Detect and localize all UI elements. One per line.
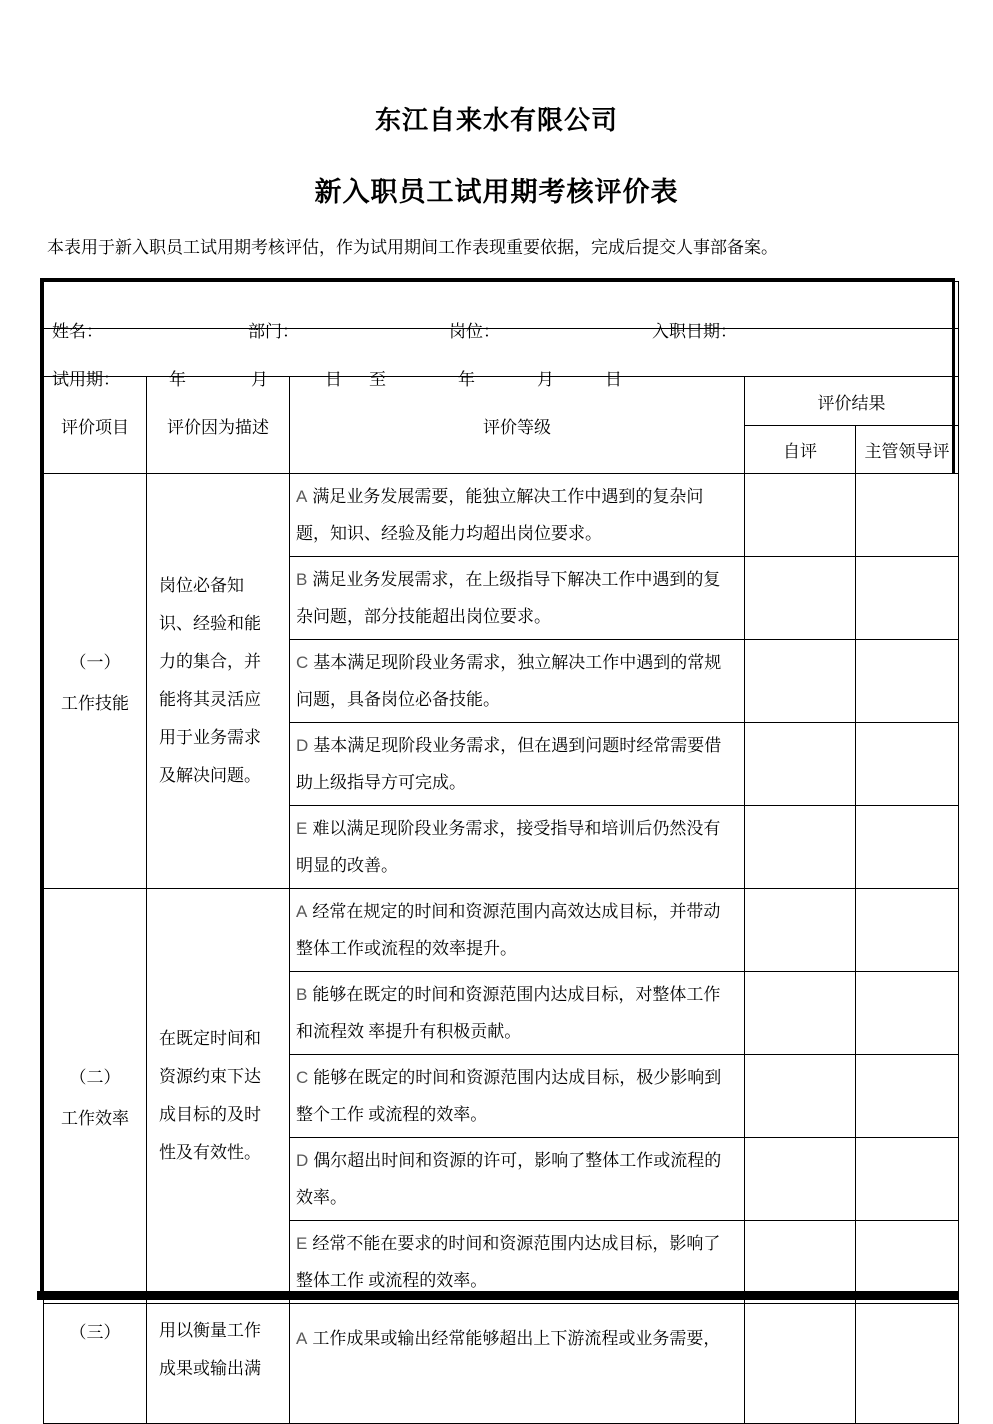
grade-text-cell	[290, 1138, 745, 1221]
grade-letter: A	[296, 902, 308, 921]
section2-number: （二）	[69, 1068, 121, 1087]
grade-letter: B	[296, 985, 308, 1004]
self-rating-cell[interactable]	[745, 889, 856, 972]
grade-text: 基本满足现阶段业务需求，独立解决工作中遇到的常规问题，具备岗位必备技能。	[296, 653, 722, 709]
grade-letter: C	[296, 653, 309, 672]
supervisor-rating-cell[interactable]	[856, 557, 959, 640]
self-rating-cell[interactable]	[745, 1055, 856, 1138]
section3-item	[44, 1304, 147, 1424]
header-grade: 评价等级	[290, 377, 745, 474]
company-title: 东江自来水有限公司	[374, 105, 618, 135]
self-rating-cell[interactable]	[745, 640, 856, 723]
self-rating-cell[interactable]	[745, 723, 856, 806]
grade-text-cell	[290, 889, 745, 972]
header-result: 评价结果	[745, 377, 959, 426]
grade-letter: C	[296, 1068, 309, 1087]
grade-text: 满足业务发展需求，在上级指导下解决工作中遇到的复杂问题，部分技能超出岗位要求。	[296, 570, 721, 626]
supervisor-rating-cell[interactable]	[856, 474, 959, 557]
section3-row-a	[44, 1304, 959, 1424]
grade-text: 难以满足现阶段业务需求，接受指导和培训后仍然没有明显的改善。	[296, 819, 721, 875]
evaluation-table	[40, 278, 955, 1378]
header-self: 自评	[745, 426, 856, 474]
grade-text-cell	[290, 557, 745, 640]
self-rating-cell[interactable]	[745, 1138, 856, 1221]
self-rating-cell[interactable]	[745, 1304, 856, 1424]
grade-text: 偶尔超出时间和资源的许可，影响了整体工作或流程的效率。	[296, 1151, 722, 1207]
grade-text: 经常在规定的时间和资源范围内高效达成目标，并带动整体工作或流程的效率提升。	[296, 902, 721, 958]
grade-text: 工作成果或输出经常能够超出上下游流程或业务需要，	[312, 1329, 721, 1348]
info-row	[44, 282, 959, 329]
dept-label: 部门：	[248, 322, 299, 341]
supervisor-rating-cell[interactable]	[856, 806, 959, 889]
intro-text: 本表用于新入职员工试用期考核评估，作为试用期间工作表现重要依据，完成后提交人事部备案。	[47, 238, 778, 257]
supervisor-rating-cell[interactable]	[856, 1055, 959, 1138]
grade-text: 能够在既定的时间和资源范围内达成目标，极少影响到整个工作 或流程的效率。	[296, 1068, 722, 1124]
header-factor: 评价因为描述	[147, 377, 290, 474]
probation-label: 试用期：	[52, 369, 120, 389]
hire-date-label: 入职日期：	[652, 322, 737, 341]
self-rating-cell[interactable]	[745, 474, 856, 557]
info-cell[interactable]	[44, 282, 959, 341]
grade-text: 满足业务发展需要，能独立解决工作中遇到的复杂问题，知识、经验及能力均超出岗位要求。	[296, 487, 704, 543]
grade-letter: D	[296, 736, 309, 755]
section1-number: （一）	[69, 653, 121, 672]
grade-text: 能够在既定的时间和资源范围内达成目标，对整体工作和流程效 率提升有积极贡献。	[296, 985, 721, 1041]
grade-letter: B	[296, 570, 308, 589]
section2-item	[44, 889, 147, 1304]
grade-text-cell	[290, 972, 745, 1055]
year1-label: 年	[169, 369, 186, 389]
day1-label: 日	[325, 369, 342, 389]
grade-text: 经常不能在要求的时间和资源范围内达成目标，影响了整体工作 或流程的效率。	[296, 1234, 721, 1290]
grade-text-cell	[290, 640, 745, 723]
section1-item	[44, 474, 147, 889]
probation-row	[44, 329, 959, 377]
month2-label: 月	[537, 369, 554, 389]
section3-number: （三）	[69, 1323, 121, 1342]
header-item: 评价项目	[44, 377, 147, 474]
probation-cell[interactable]	[44, 329, 959, 389]
header-supervisor: 主管领导评	[856, 426, 959, 474]
supervisor-rating-cell[interactable]	[856, 640, 959, 723]
section2-row-a	[44, 889, 959, 972]
position-label: 岗位：	[449, 322, 500, 341]
grade-letter: D	[296, 1151, 309, 1170]
supervisor-rating-cell[interactable]	[856, 1138, 959, 1221]
section2-description: 在既定时间和资源约束下达成目标的及时性及有效性。	[147, 889, 290, 1304]
to-label: 至	[369, 369, 386, 389]
name-label: 姓名：	[52, 322, 103, 341]
supervisor-rating-cell[interactable]	[856, 723, 959, 806]
grade-letter: A	[296, 1329, 308, 1348]
year2-label: 年	[458, 369, 475, 389]
section1-row-a	[44, 474, 959, 557]
supervisor-rating-cell[interactable]	[856, 889, 959, 972]
grade-text: 基本满足现阶段业务需求，但在遇到问题时经常需要借助上级指导方可完成。	[296, 736, 722, 792]
grade-letter: A	[296, 487, 308, 506]
self-rating-cell[interactable]	[745, 557, 856, 640]
section2-name: 工作效率	[61, 1109, 129, 1128]
grade-text-cell	[290, 1304, 745, 1424]
section3-description: 用以衡量工作成果或输出满	[147, 1304, 290, 1424]
grade-letter: E	[296, 819, 308, 838]
supervisor-rating-cell[interactable]	[856, 1304, 959, 1424]
day2-label: 日	[605, 369, 622, 389]
self-rating-cell[interactable]	[745, 972, 856, 1055]
grade-text-cell	[290, 1055, 745, 1138]
grade-letter: E	[296, 1234, 308, 1253]
page-cut-divider	[37, 1291, 958, 1300]
grade-text-cell	[290, 474, 745, 557]
grade-text-cell	[290, 806, 745, 889]
section1-name: 工作技能	[61, 694, 129, 713]
month1-label: 月	[251, 369, 268, 389]
form-title: 新入职员工试用期考核评价表	[314, 177, 679, 207]
section1-description: 岗位必备知识、经验和能力的集合，并能将其灵活应用于业务需求及解决问题。	[147, 474, 290, 889]
supervisor-rating-cell[interactable]	[856, 972, 959, 1055]
self-rating-cell[interactable]	[745, 806, 856, 889]
grade-text-cell	[290, 723, 745, 806]
